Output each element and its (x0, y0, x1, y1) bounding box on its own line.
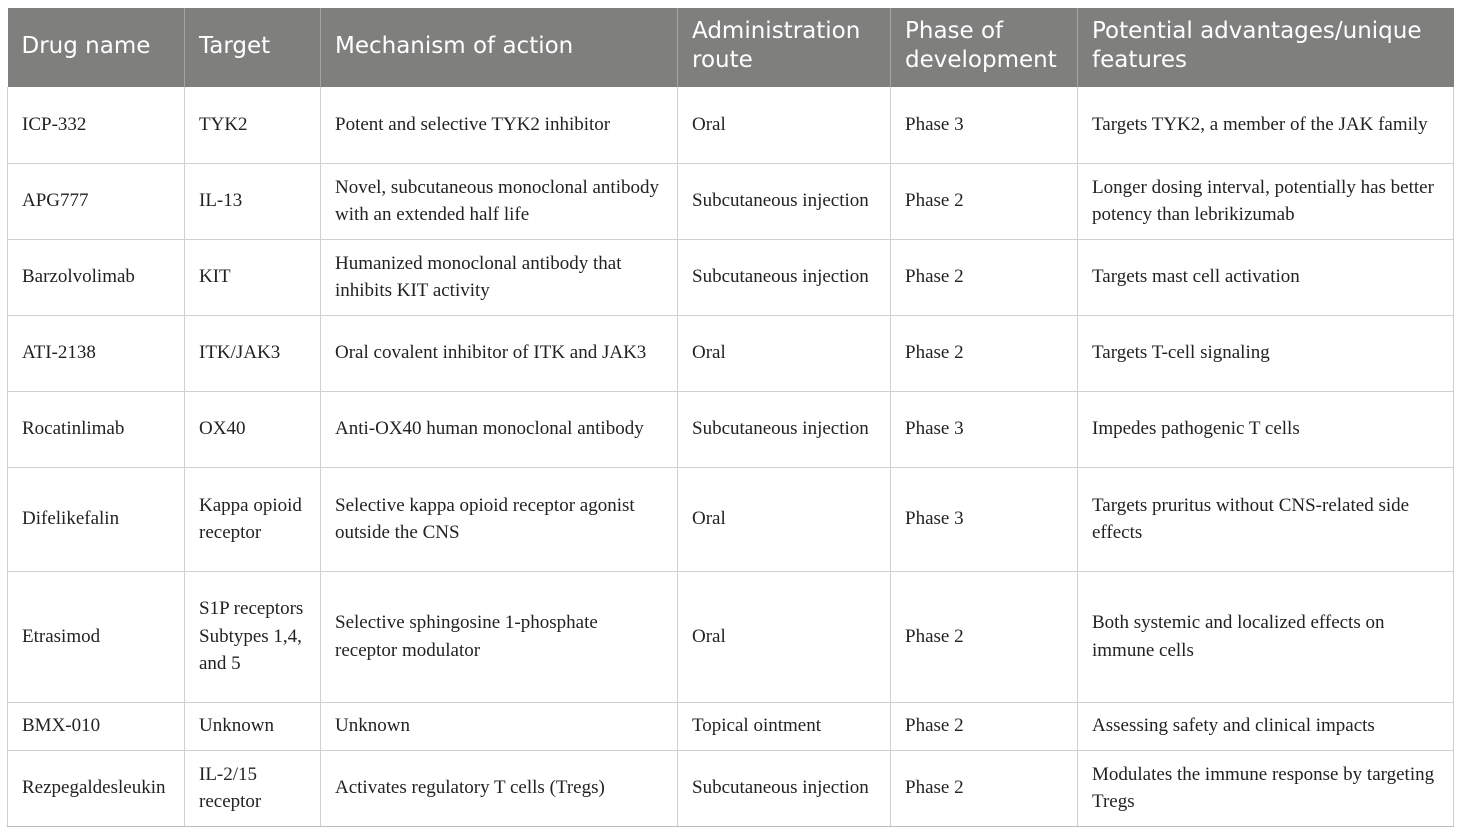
cell-phase: Phase 2 (891, 315, 1078, 391)
table-row (8, 315, 1454, 391)
table-row (8, 702, 1454, 750)
cell-phase: Phase 3 (891, 87, 1078, 163)
cell-advantages: Both systemic and localized effects on immune cells (1078, 571, 1454, 702)
cell-drug-name: APG777 (8, 163, 185, 239)
cell-phase: Phase 2 (891, 571, 1078, 702)
cell-drug-name: BMX-010 (8, 702, 185, 750)
cell-target: Kappa opioid receptor (185, 467, 321, 571)
cell-mechanism: Anti-OX40 human monoclonal antibody (321, 391, 678, 467)
cell-mechanism: Unknown (321, 702, 678, 750)
cell-phase: Phase 2 (891, 163, 1078, 239)
table-row (8, 571, 1454, 702)
cell-target: ITK/JAK3 (185, 315, 321, 391)
cell-advantages: Assessing safety and clinical impacts (1078, 702, 1454, 750)
table-body (8, 87, 1454, 826)
header-row (8, 8, 1454, 87)
cell-drug-name: Rezpegaldesleukin (8, 750, 185, 826)
cell-route: Oral (678, 87, 891, 163)
cell-mechanism: Selective sphingosine 1-phosphate receptor modulator (321, 571, 678, 702)
cell-advantages: Targets pruritus without CNS-related side effects (1078, 467, 1454, 571)
cell-route: Oral (678, 467, 891, 571)
cell-target: IL-2/15 receptor (185, 750, 321, 826)
header-advantages: Potential advantages/unique features (1078, 8, 1454, 87)
table-row (8, 87, 1454, 163)
cell-mechanism: Oral covalent inhibitor of ITK and JAK3 (321, 315, 678, 391)
table-header (8, 8, 1454, 87)
cell-mechanism: Potent and selective TYK2 inhibitor (321, 87, 678, 163)
cell-advantages: Targets T-cell signaling (1078, 315, 1454, 391)
cell-advantages: Targets TYK2, a member of the JAK family (1078, 87, 1454, 163)
table-row (8, 750, 1454, 826)
cell-advantages: Impedes pathogenic T cells (1078, 391, 1454, 467)
cell-target: Unknown (185, 702, 321, 750)
cell-target: KIT (185, 239, 321, 315)
cell-route: Subcutaneous injection (678, 239, 891, 315)
cell-mechanism: Novel, subcutaneous monoclonal antibody with an extended half life (321, 163, 678, 239)
header-mechanism: Mechanism of action (321, 8, 678, 87)
cell-mechanism: Selective kappa opioid receptor agonist outside the CNS (321, 467, 678, 571)
cell-phase: Phase 3 (891, 391, 1078, 467)
cell-drug-name: Barzolvolimab (8, 239, 185, 315)
header-administration-route: Administration route (678, 8, 891, 87)
table-row (8, 163, 1454, 239)
cell-phase: Phase 3 (891, 467, 1078, 571)
cell-route: Oral (678, 315, 891, 391)
cell-drug-name: ATI-2138 (8, 315, 185, 391)
drug-pipeline-table (7, 8, 1454, 827)
cell-advantages: Modulates the immune response by targeting Tregs (1078, 750, 1454, 826)
table-row (8, 467, 1454, 571)
cell-drug-name: Etrasimod (8, 571, 185, 702)
cell-advantages: Targets mast cell activation (1078, 239, 1454, 315)
cell-phase: Phase 2 (891, 702, 1078, 750)
cell-target: TYK2 (185, 87, 321, 163)
cell-mechanism: Activates regulatory T cells (Tregs) (321, 750, 678, 826)
table-row (8, 391, 1454, 467)
cell-target: IL-13 (185, 163, 321, 239)
cell-advantages: Longer dosing interval, potentially has better potency than lebrikizumab (1078, 163, 1454, 239)
cell-target: OX40 (185, 391, 321, 467)
cell-mechanism: Humanized monoclonal antibody that inhibits KIT activity (321, 239, 678, 315)
cell-route: Subcutaneous injection (678, 750, 891, 826)
header-target: Target (185, 8, 321, 87)
cell-drug-name: ICP-332 (8, 87, 185, 163)
cell-route: Subcutaneous injection (678, 163, 891, 239)
cell-route: Topical ointment (678, 702, 891, 750)
header-drug-name: Drug name (8, 8, 185, 87)
cell-drug-name: Rocatinlimab (8, 391, 185, 467)
cell-target: S1P receptors Subtypes 1,4, and 5 (185, 571, 321, 702)
cell-phase: Phase 2 (891, 239, 1078, 315)
table-row (8, 239, 1454, 315)
header-phase: Phase of development (891, 8, 1078, 87)
cell-route: Subcutaneous injection (678, 391, 891, 467)
cell-phase: Phase 2 (891, 750, 1078, 826)
cell-drug-name: Difelikefalin (8, 467, 185, 571)
cell-route: Oral (678, 571, 891, 702)
